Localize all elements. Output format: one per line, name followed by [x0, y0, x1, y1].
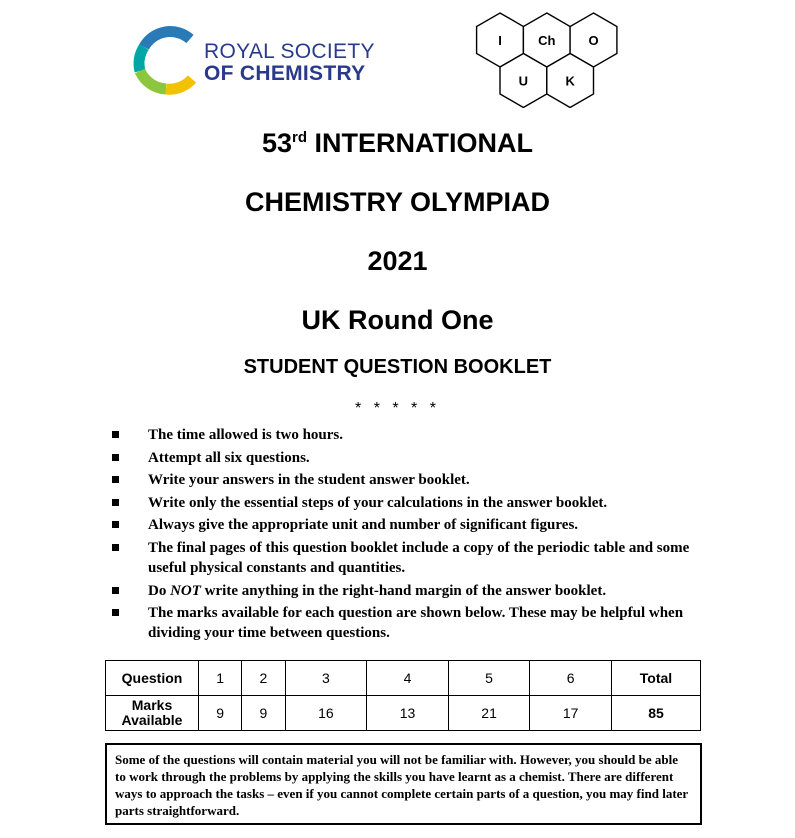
title-international: INTERNATIONAL	[307, 128, 534, 158]
logo-line-2: OF CHEMISTRY	[204, 62, 366, 85]
separator-stars: * * * * *	[355, 400, 440, 417]
icho-uk-hexagon-badge	[470, 8, 640, 108]
list-item	[112, 538, 702, 578]
marks-cell: 9	[242, 696, 285, 731]
hexagon-label: Ch	[538, 33, 556, 48]
question-number-cell: 2	[242, 661, 285, 696]
list-item	[112, 493, 702, 513]
hexagon-label: U	[518, 73, 529, 89]
hexagon-label: I	[498, 33, 502, 48]
total-header: Total	[612, 661, 701, 696]
title-round: UK Round One	[301, 305, 494, 335]
marks-header: Marks Available	[106, 696, 199, 731]
table-row-questions	[106, 661, 701, 696]
question-number-cell: 1	[199, 661, 242, 696]
title-olympiad: CHEMISTRY OLYMPIAD	[244, 187, 551, 217]
list-item	[112, 425, 702, 445]
list-item	[112, 515, 702, 535]
list-item	[112, 448, 702, 468]
marks-cell: 9	[199, 696, 242, 731]
rule-text: The final pages of this question booklet include a copy of the periodic table and some useful physical constants and quantities.	[148, 539, 690, 576]
title-booklet: STUDENT QUESTION BOOKLET	[243, 356, 552, 378]
question-number-cell: 4	[367, 661, 449, 696]
bullet-icon	[112, 499, 119, 506]
edition-number: 53	[261, 128, 293, 158]
question-header: Question	[106, 661, 199, 696]
logo-line-1: ROYAL SOCIETY	[204, 40, 375, 63]
marks-cell: 13	[367, 696, 449, 731]
bullet-icon	[112, 431, 119, 438]
rsc-logo-text	[204, 41, 375, 85]
bullet-icon	[112, 544, 119, 551]
title-year: 2021	[367, 246, 428, 276]
rsc-logo-mark-icon	[132, 25, 202, 95]
bullet-icon	[112, 609, 119, 616]
total-value: 85	[612, 696, 701, 731]
marks-cell: 16	[285, 696, 367, 731]
marks-table	[105, 660, 701, 731]
marks-cell: 17	[530, 696, 612, 731]
question-number-cell: 5	[448, 661, 530, 696]
instructions-list	[112, 425, 702, 646]
marks-cell: 21	[448, 696, 530, 731]
rule-text-after: write anything in the right-hand margin of the answer booklet.	[200, 582, 607, 599]
list-item	[112, 581, 702, 601]
notice-box: Some of the questions will contain material you will not be familiar with. However, you should be able to work through the problems by applying the skills you have learnt as a chemist. There are different ways to approach the tasks – even if you cannot complete certain parts of a question, you may find later parts straightforward.	[105, 743, 702, 825]
hexagon-label: K	[565, 73, 575, 89]
rule-text: The marks available for each question are shown below. These may be helpful when dividing your time between questions.	[148, 605, 684, 642]
rule-text: Attempt all six questions.	[148, 449, 310, 466]
rule-text: Always give the appropriate unit and number of significant figures.	[148, 517, 579, 534]
bullet-icon	[112, 587, 119, 594]
question-number-cell: 3	[285, 661, 367, 696]
title-edition	[0, 128, 795, 159]
rule-text: Write only the essential steps of your calculations in the answer booklet.	[148, 494, 608, 511]
bullet-icon	[112, 521, 119, 528]
rule-text: Do	[148, 582, 171, 599]
bullet-icon	[112, 476, 119, 483]
rule-text: Write your answers in the student answer booklet.	[148, 472, 470, 489]
question-number-cell: 6	[530, 661, 612, 696]
rule-text: The time allowed is two hours.	[148, 427, 343, 443]
rule-emphasis: NOT	[170, 582, 201, 599]
bullet-icon	[112, 454, 119, 461]
list-item	[112, 603, 702, 643]
hexagon-label: O	[588, 33, 599, 48]
rsc-logo	[132, 25, 392, 95]
edition-suffix: rd	[292, 129, 308, 146]
table-row-marks	[106, 696, 701, 731]
list-item	[112, 470, 702, 490]
